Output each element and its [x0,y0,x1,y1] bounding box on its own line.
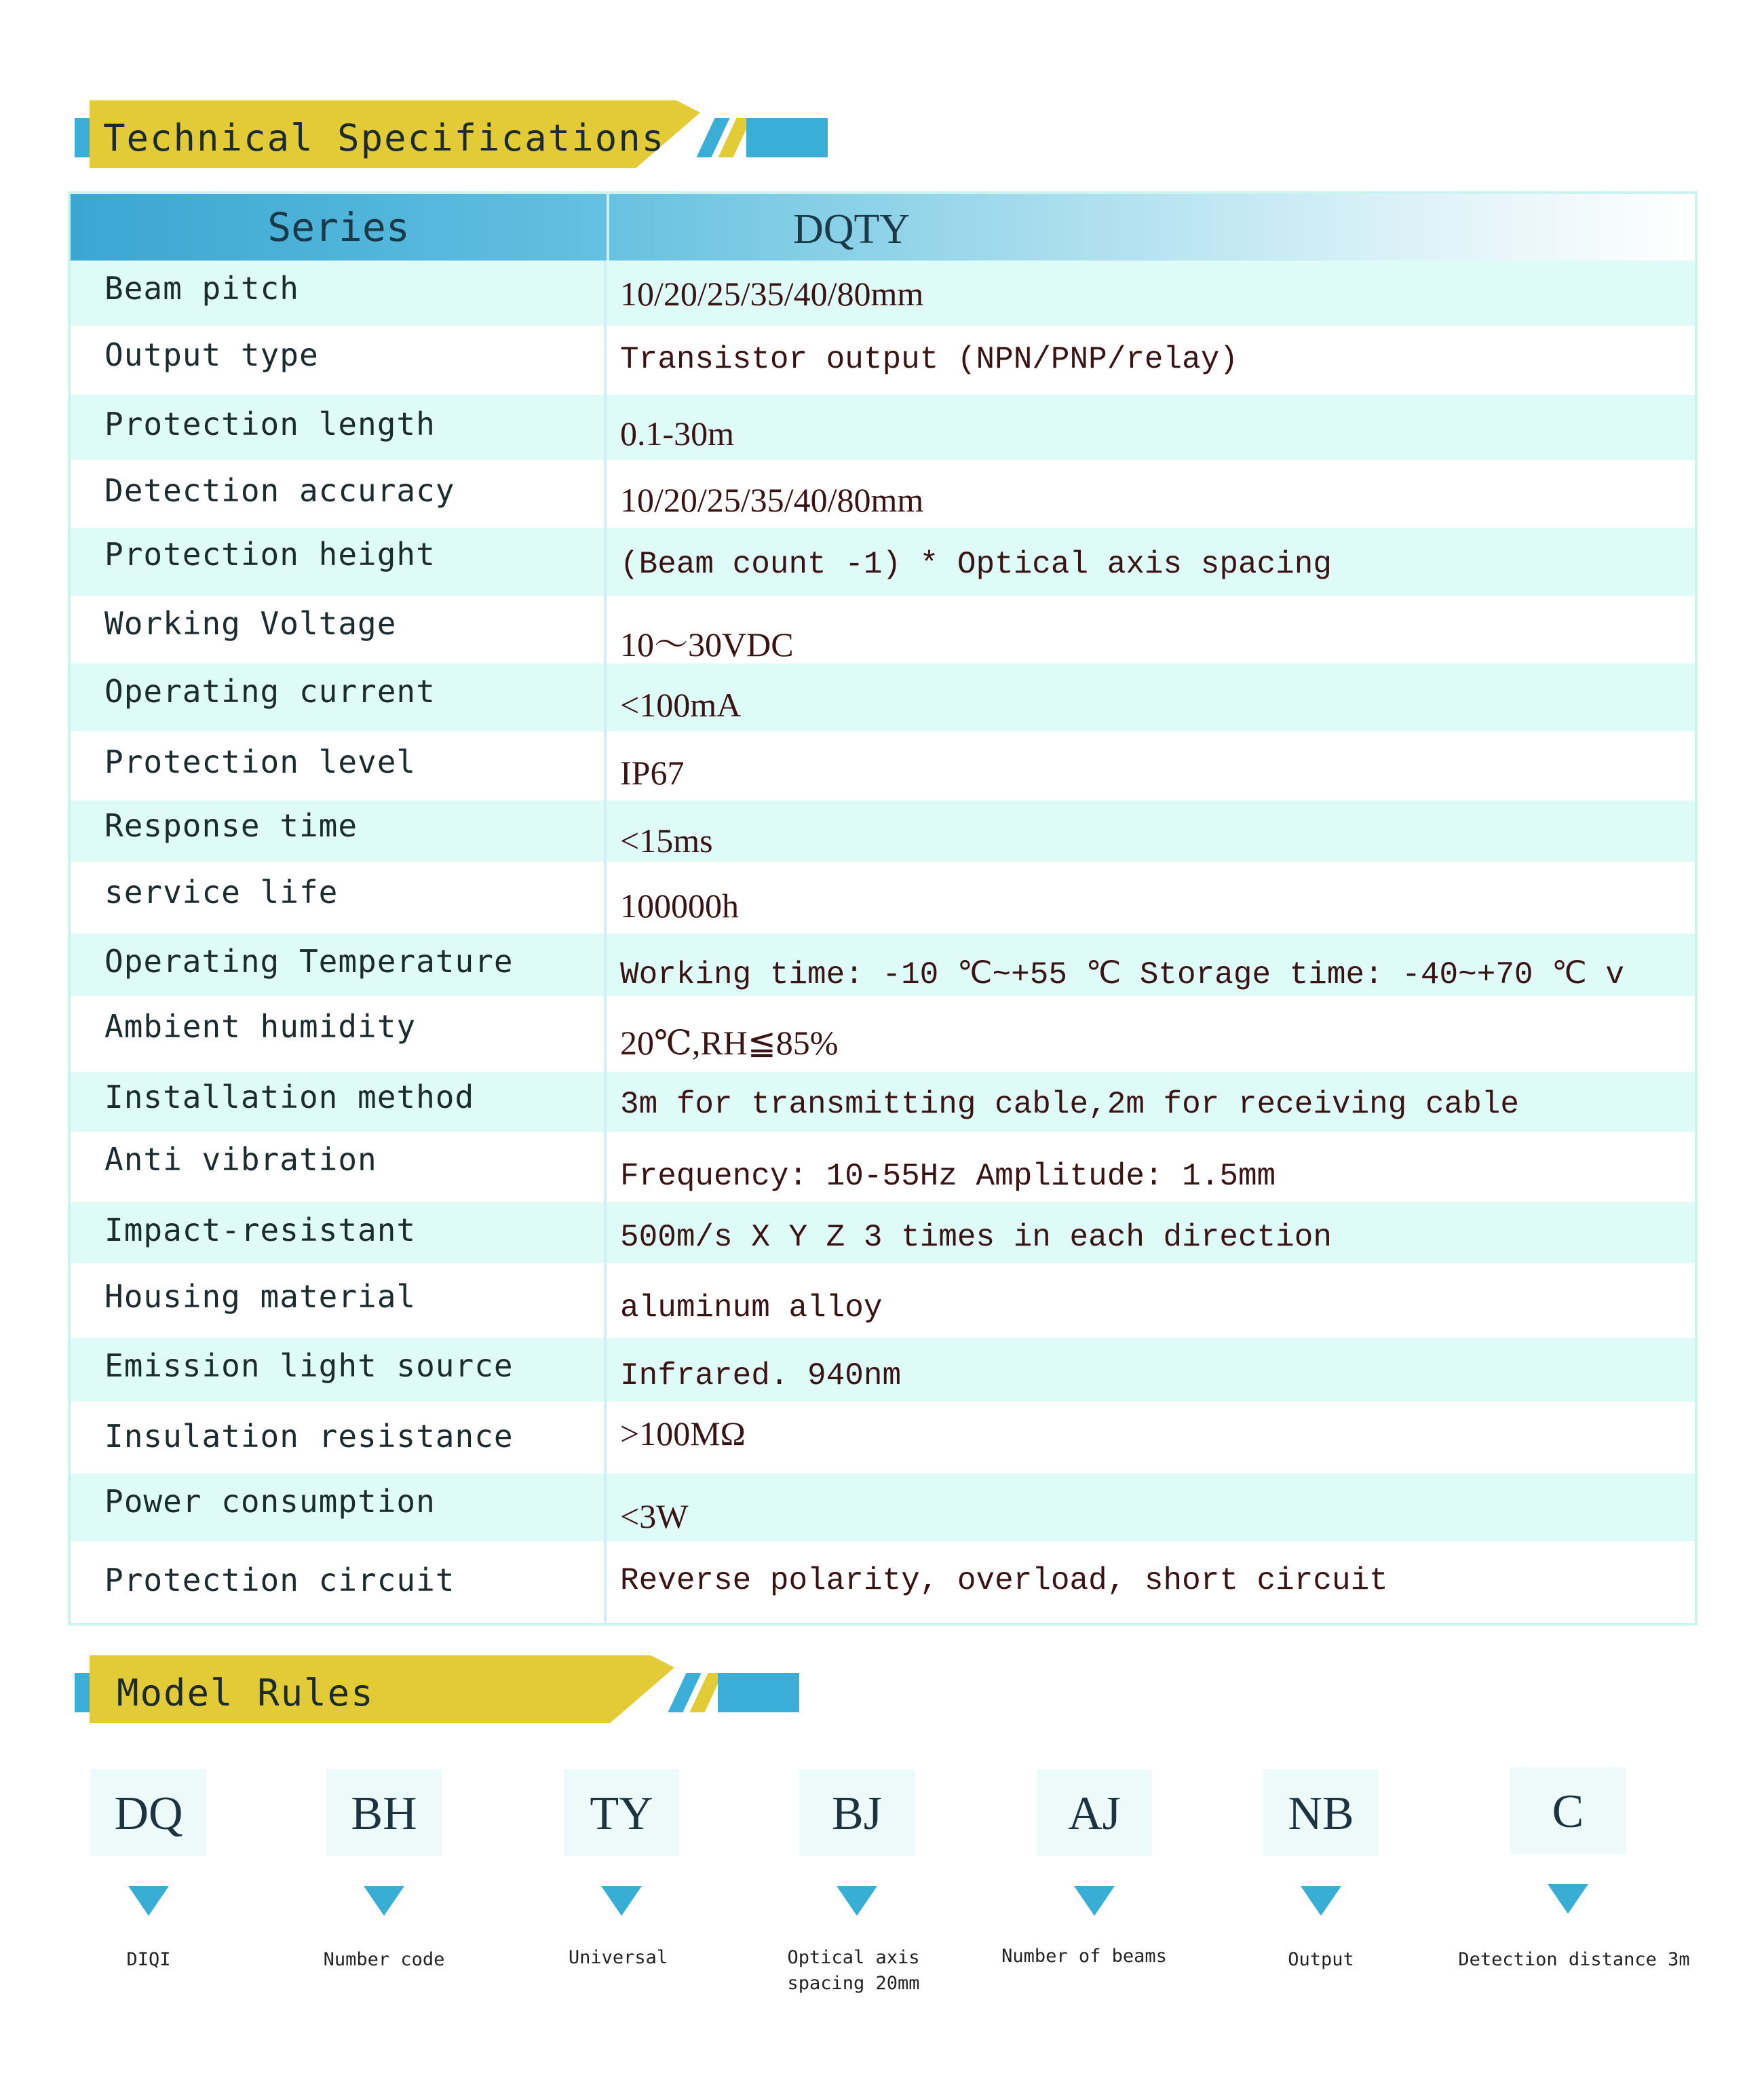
spec-row [71,1541,1695,1623]
spec-value: 20℃,RH≦85% [620,1024,839,1062]
model-code-description: Detection distance 3m [1458,1949,1690,1970]
spec-label-cell [71,996,607,1072]
spec-label: Detection accuracy [104,472,455,509]
series-model: DQTY [793,206,910,252]
model-code-description: Number code [323,1949,445,1970]
spec-label: Insulation resistance [104,1418,514,1455]
spec-value: <15ms [620,822,713,860]
spec-value: 10～30VDC [620,625,794,663]
down-arrow-icon [601,1886,642,1916]
spec-row [71,862,1695,933]
spec-label: Working Voltage [104,605,397,642]
spec-row [71,1202,1695,1263]
spec-value: (Beam count -1) * Optical axis spacing [620,547,1332,582]
spec-row [71,801,1695,862]
spec-section-banner [75,100,828,168]
spec-label-cell [71,862,607,933]
spec-value: 3m for transmitting cable,2m for receiving cable [620,1087,1520,1122]
spec-label-cell [71,1541,607,1623]
spec-label: Beam pitch [104,270,299,307]
model-code-box: NB [1263,1769,1379,1856]
spec-label: Installation method [104,1079,475,1115]
spec-label: Response time [104,807,358,844]
series-label: Series [71,194,609,261]
spec-row [71,395,1695,460]
spec-table-body [71,261,1695,1623]
model-code-box: BH [326,1769,442,1856]
model-code-box: AJ [1037,1769,1152,1856]
down-arrow-icon [1548,1884,1588,1914]
model-section-title: Model Rules [117,1672,375,1714]
spec-value: <3W [620,1497,689,1535]
spec-row [71,996,1695,1072]
down-arrow-icon [364,1886,404,1916]
spec-row [71,1474,1695,1541]
model-code-description: Optical axis spacing 20mm [787,1947,920,1994]
spec-label: Protection circuit [104,1562,455,1598]
down-arrow-icon [128,1886,169,1916]
spec-label: Operating current [104,673,436,710]
spec-label-cell [71,1132,607,1202]
model-code-box: DQ [91,1769,206,1856]
spec-value: Infrared. 940nm [620,1358,902,1393]
model-code-description: Output [1288,1949,1354,1970]
spec-label: Anti vibration [104,1141,377,1178]
spec-label-cell [71,460,607,528]
spec-label-cell [71,1474,607,1541]
spec-label: Emission light source [104,1347,514,1384]
spec-table-header [71,194,1695,261]
spec-table [68,191,1698,1625]
spec-label: Power consumption [104,1483,436,1520]
spec-label-cell [71,261,607,326]
spec-label: service life [104,874,339,910]
spec-value: 100000h [620,887,739,925]
spec-row [71,460,1695,528]
spec-row [71,731,1695,801]
banner-right-bar [746,118,828,157]
spec-label: Protection level [104,744,417,780]
spec-label: Impact-resistant [104,1212,417,1248]
spec-value: Frequency: 10-55Hz Amplitude: 1.5mm [620,1159,1276,1194]
model-code-box: BJ [799,1769,915,1856]
spec-label: Operating Temperature [104,943,514,980]
spec-label-cell [71,933,607,996]
spec-row [71,596,1695,663]
spec-label-cell [71,1072,607,1132]
down-arrow-icon [1074,1886,1115,1916]
model-code-box: TY [564,1769,679,1856]
model-code-description: DIQI [126,1949,171,1970]
spec-row [71,1402,1695,1474]
spec-row [71,1338,1695,1402]
spec-value: <100mA [620,686,742,724]
spec-row [71,933,1695,996]
model-code-description: Number of beams [1001,1946,1167,1967]
spec-label: Housing material [104,1278,417,1315]
spec-label-cell [71,326,607,395]
spec-row [71,326,1695,395]
spec-value: 10/20/25/35/40/80mm [620,481,924,519]
spec-label: Output type [104,336,319,373]
spec-value: 500m/s X Y Z 3 times in each direction [620,1220,1332,1255]
spec-label: Protection height [104,536,436,573]
spec-label-cell [71,1338,607,1402]
spec-label-cell [71,395,607,460]
spec-label: Protection length [104,406,436,442]
spec-row [71,528,1695,596]
down-arrow-icon [1301,1886,1341,1916]
down-arrow-icon [837,1886,877,1916]
spec-value: 10/20/25/35/40/80mm [620,275,924,313]
spec-label-cell [71,801,607,862]
model-code-description: Universal [568,1947,668,1968]
spec-section-title: Technical Specifications [103,117,666,159]
model-code-box: C [1510,1767,1626,1854]
spec-row [71,1263,1695,1338]
spec-label-cell [71,1263,607,1338]
model-section-banner [75,1655,799,1723]
spec-label-cell [71,596,607,663]
spec-label-cell [71,1402,607,1474]
spec-value: Transistor output (NPN/PNP/relay) [620,342,1238,377]
spec-label-cell [71,663,607,731]
spec-label-cell [71,731,607,801]
spec-row [71,261,1695,326]
spec-label-cell [71,528,607,596]
spec-label-cell [71,1202,607,1263]
spec-value: Working time: -10 ℃~+55 ℃ Storage time: -40~+70 ℃ v [620,957,1624,993]
spec-row [71,1072,1695,1132]
spec-value: 0.1-30m [620,415,735,452]
spec-value: Reverse polarity, overload, short circuit [620,1563,1388,1598]
spec-row [71,663,1695,731]
spec-value: IP67 [620,754,685,792]
spec-value: >100MΩ [620,1414,746,1452]
spec-label: Ambient humidity [104,1008,417,1045]
spec-row [71,1132,1695,1202]
banner-right-bar [718,1673,799,1712]
spec-value: aluminum alloy [620,1290,883,1326]
